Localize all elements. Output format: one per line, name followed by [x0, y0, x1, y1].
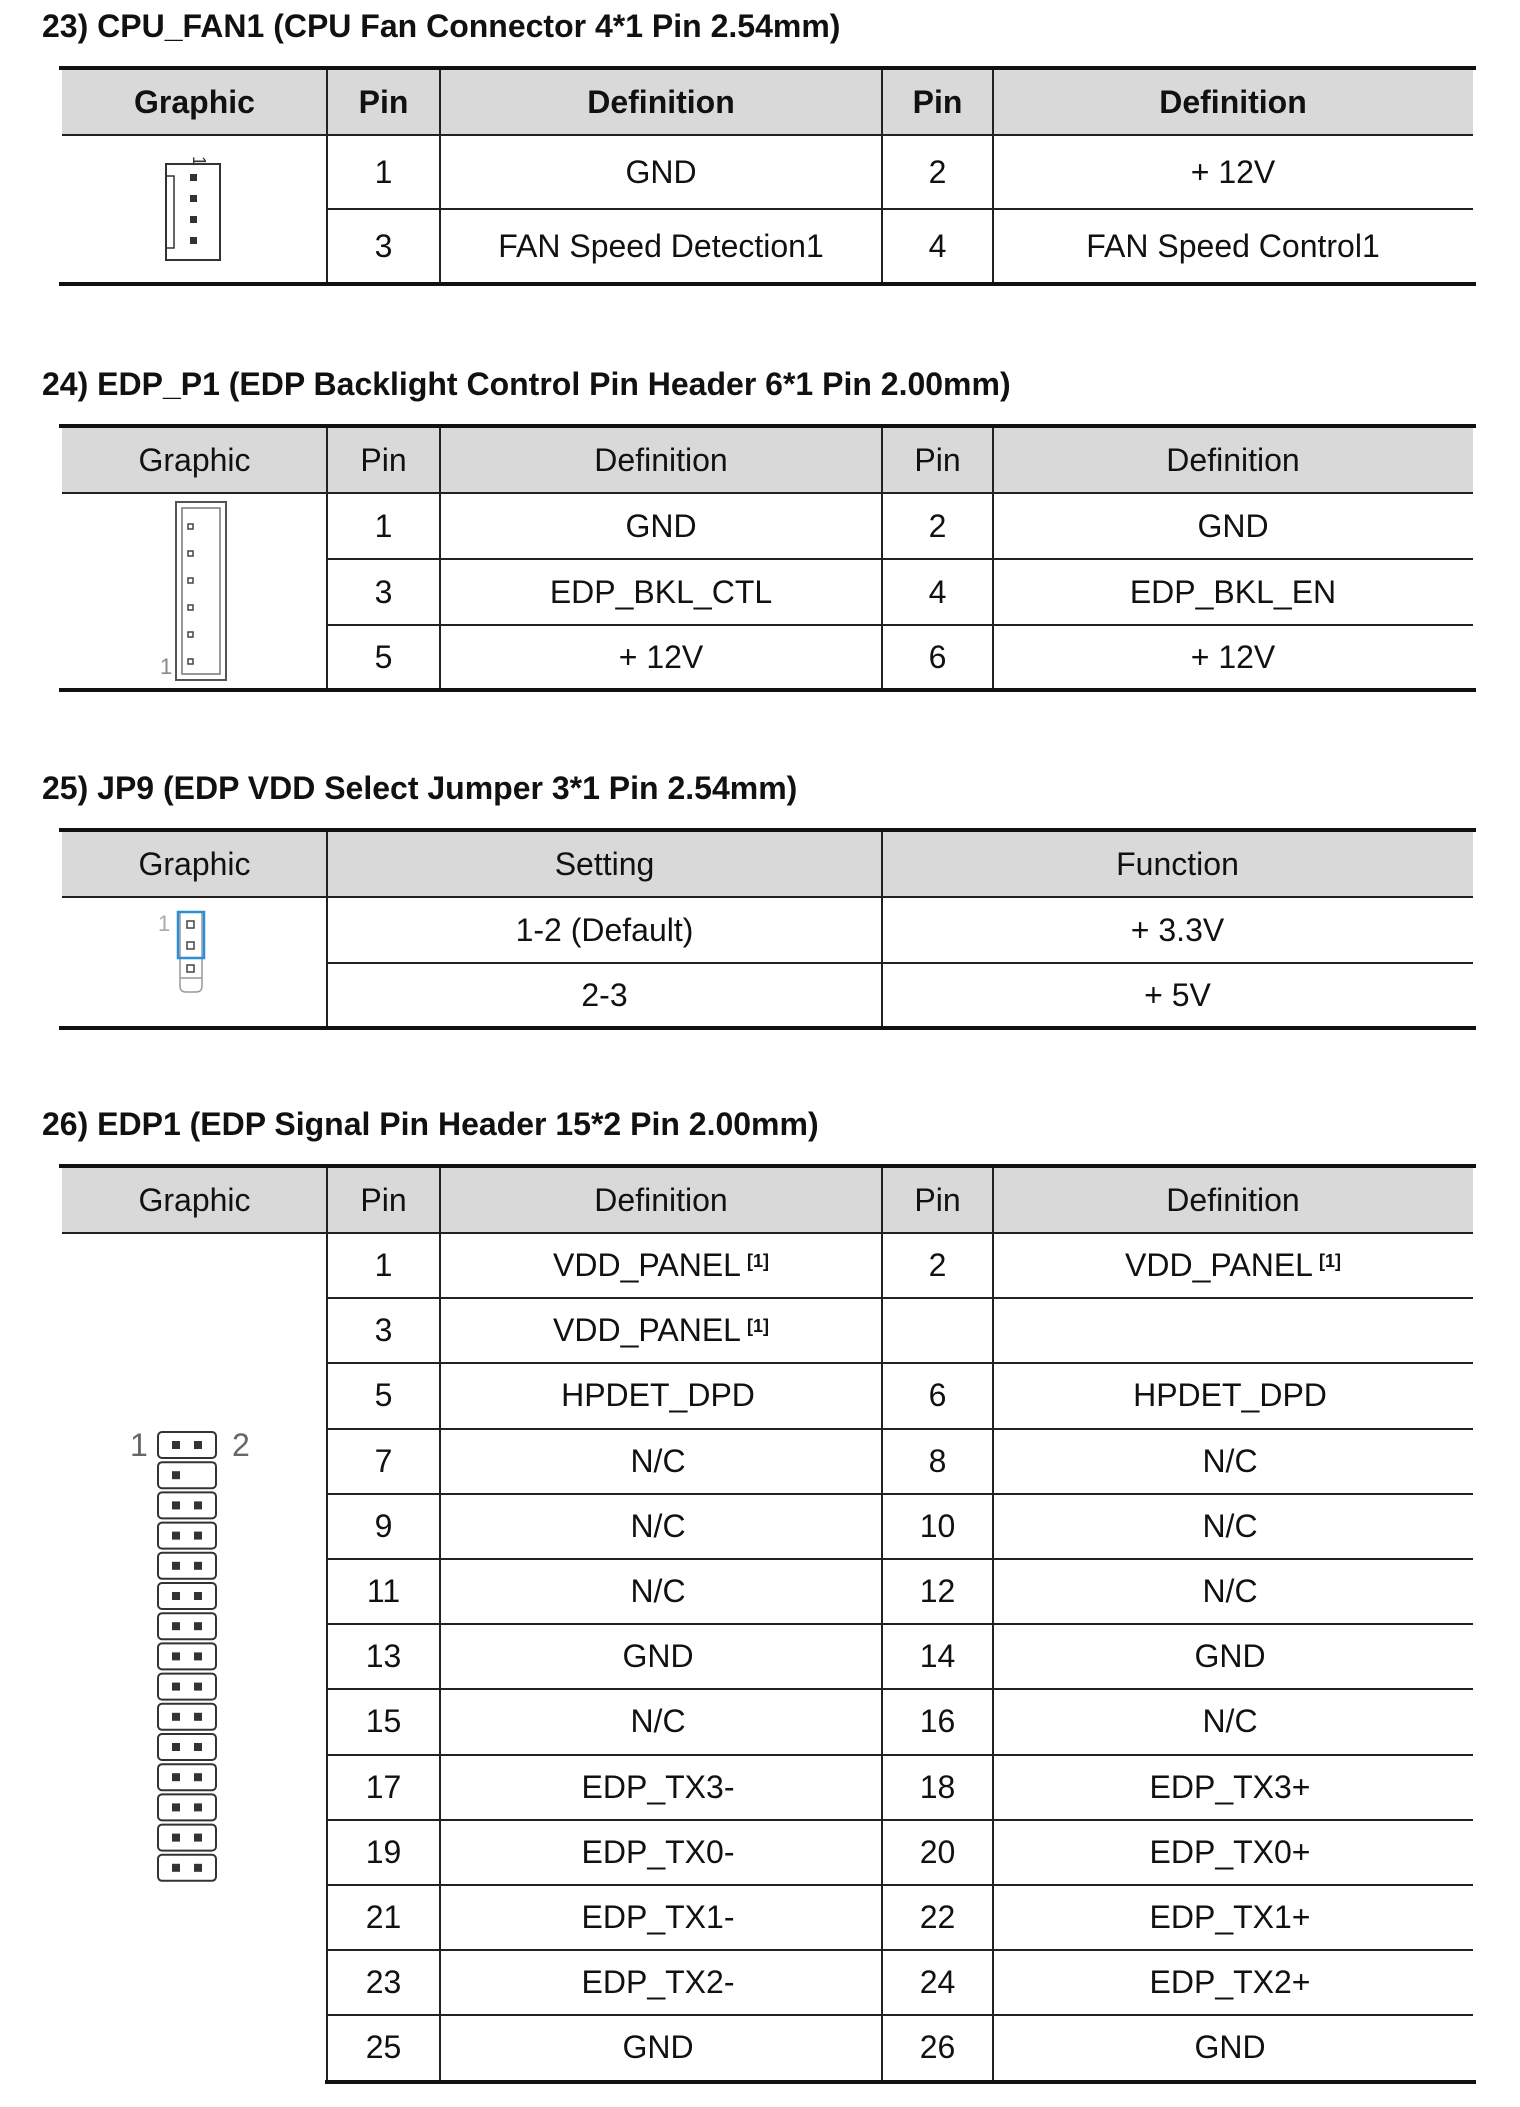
- pin-definition: EDP_BKL_CTL: [549, 573, 773, 610]
- pin-contact: [194, 1713, 202, 1721]
- table-edp-p1: [62, 426, 1473, 692]
- pin-definition: + 12V: [1190, 638, 1276, 675]
- pin-definition: + 12V: [1190, 153, 1276, 190]
- pin-definition: GND: [625, 153, 697, 190]
- pin-number-text: 5: [374, 1377, 393, 1414]
- column-divider: [881, 70, 883, 284]
- pin-definition-text: N/C: [1202, 1573, 1258, 1610]
- pin-definition-text: N/C: [630, 1442, 686, 1479]
- pin-definition-text: N/C: [1202, 1442, 1258, 1479]
- column-divider: [439, 428, 441, 688]
- pin-contact: [172, 1743, 180, 1751]
- pin-definition-text: VDD_PANEL: [1125, 1247, 1313, 1284]
- column-divider: [881, 428, 883, 688]
- pin-number-text: 11: [366, 1573, 401, 1610]
- header-setting: Setting: [554, 845, 655, 882]
- pin-definition: [440, 1756, 882, 1819]
- pin-pair-housing: [158, 1825, 216, 1851]
- pin-number-text: 2: [928, 1247, 947, 1284]
- pin-pair-housing: [158, 1492, 216, 1518]
- footnote-marker: [1]: [746, 1316, 769, 1337]
- pin-number: [327, 1821, 440, 1884]
- pin-contact: [194, 1834, 202, 1842]
- pin-number: [327, 1756, 440, 1819]
- pin-pair-housing: [158, 1553, 216, 1579]
- header-definition: Definition: [1159, 83, 1307, 120]
- pin-contact: [194, 1652, 202, 1660]
- pin-number: [882, 1951, 993, 2014]
- footnote-marker: [1]: [1318, 1251, 1341, 1272]
- pin-number-text: 17: [365, 1768, 402, 1805]
- pin-number-text: 22: [919, 1899, 956, 1936]
- connector-6x1-graphic: [62, 494, 327, 688]
- pin-definition-text: EDP_TX1+: [1149, 1899, 1311, 1936]
- pin-number-text: 16: [919, 1703, 956, 1740]
- pin-number-text: 8: [928, 1442, 947, 1479]
- pin-definition: [440, 1886, 882, 1949]
- pin1-label: 1: [130, 1427, 148, 1463]
- pin-contact: [194, 1622, 202, 1630]
- pin-number-text: 6: [928, 1377, 947, 1414]
- pin1-label: 1: [160, 654, 173, 679]
- pin-definition: GND: [625, 507, 697, 544]
- jumper-function: + 5V: [1144, 976, 1211, 1013]
- jumper-setting: 2-3: [581, 976, 628, 1013]
- section-title-edp-p1: 24) EDP_P1 (EDP Backlight Control Pin Header 6*1 Pin 2.00mm): [42, 366, 1011, 402]
- jumper-function: + 3.3V: [1130, 911, 1225, 948]
- column-divider: [881, 1168, 883, 2080]
- pin-definition: [440, 2016, 882, 2079]
- pin-number-text: 26: [919, 2029, 956, 2066]
- table-header-row: [62, 832, 1473, 896]
- pin-contact: [172, 1713, 180, 1721]
- pin-pair-housing: [158, 1704, 216, 1730]
- pin-number: [882, 1625, 993, 1688]
- table-edp1: [62, 1166, 1473, 2082]
- pin-number: [882, 1886, 993, 1949]
- pin-contact: [172, 1652, 180, 1660]
- header-graphic: Graphic: [138, 1181, 251, 1218]
- header-definition: Definition: [594, 441, 728, 478]
- pin-definition: [993, 2016, 1473, 2079]
- pin-number-text: 25: [365, 2029, 402, 2066]
- pin-pair-housing: [158, 1734, 216, 1760]
- pin-definition: [440, 1495, 882, 1558]
- header-pin: Pin: [914, 1181, 961, 1218]
- pin-definition: [993, 1821, 1473, 1884]
- header-function: Function: [1116, 845, 1239, 882]
- pin-definition: [993, 1886, 1473, 1949]
- pin-number: [327, 2016, 440, 2079]
- table-bottom-rule: [325, 2080, 1476, 2084]
- pin-number-text: 3: [374, 1312, 393, 1349]
- pin-number: [327, 1690, 440, 1753]
- column-divider: [439, 1168, 441, 1232]
- pin-number-text: 23: [365, 1964, 402, 2001]
- pin-definition: [440, 1234, 882, 1297]
- pin-number: 3: [374, 227, 393, 264]
- header-pin: Pin: [912, 83, 963, 120]
- pin-definition: [440, 1690, 882, 1753]
- pin-definition-text: HPDET_DPD: [561, 1377, 755, 1414]
- pin-number: [882, 1821, 993, 1884]
- pin-definition: EDP_BKL_EN: [1129, 573, 1337, 610]
- header-definition: Definition: [587, 83, 735, 120]
- pin-definition: [993, 1560, 1473, 1623]
- column-divider: [992, 428, 994, 688]
- jumper-setting: 1-2 (Default): [515, 911, 694, 948]
- pin-contact: [194, 1501, 202, 1509]
- pin-number-text: 7: [374, 1442, 393, 1479]
- pin-contact: [172, 1622, 180, 1630]
- pin-number: 5: [374, 638, 393, 675]
- pin-definition: [440, 1560, 882, 1623]
- pin-definition-text: EDP_TX0+: [1149, 1833, 1311, 1870]
- pin-definition: [993, 1495, 1473, 1558]
- table-header-row: [62, 428, 1473, 492]
- column-divider: [439, 1232, 441, 2080]
- pin-number: [882, 1364, 993, 1427]
- header-pin: Pin: [914, 441, 961, 478]
- pin-number: [327, 1951, 440, 2014]
- pin-number-text: 13: [365, 1638, 402, 1675]
- pin-definition-text: EDP_TX3-: [581, 1768, 735, 1805]
- pin-definition-text: N/C: [630, 1703, 686, 1740]
- pin-pair-housing: [158, 1583, 216, 1609]
- pin-definition-text: EDP_TX2-: [581, 1964, 735, 2001]
- pin-number-text: 24: [919, 1964, 956, 2001]
- pin-definition: [440, 1364, 882, 1427]
- pin-contact: [172, 1532, 180, 1540]
- pin-definition-text: GND: [1194, 1638, 1266, 1675]
- pin-definition: [993, 1299, 1473, 1362]
- pin-contact: [194, 1441, 202, 1449]
- pin-definition-text: N/C: [1202, 1703, 1258, 1740]
- pin-definition: + 12V: [618, 638, 704, 675]
- pin-number: [327, 1560, 440, 1623]
- pin-number-text: 10: [919, 1507, 956, 1544]
- pin-definition-text: EDP_TX1-: [581, 1899, 735, 1936]
- pin-definition: [993, 1625, 1473, 1688]
- pin-pair-housing: [158, 1855, 216, 1881]
- pin-number: [327, 1625, 440, 1688]
- pin-contact: [194, 1592, 202, 1600]
- pin-contact: [172, 1683, 180, 1691]
- pin-pair-housing: [158, 1794, 216, 1820]
- header-pin: Pin: [360, 1181, 407, 1218]
- pin-number-text: 19: [365, 1833, 402, 1870]
- pin-contact: [172, 1864, 180, 1872]
- pin-number: 6: [928, 638, 947, 675]
- pin-contact: [172, 1592, 180, 1600]
- pin-definition: [993, 1951, 1473, 2014]
- pin-contact: [194, 1803, 202, 1811]
- pin-number: 1: [374, 507, 393, 544]
- pin-pair-housing: [158, 1613, 216, 1639]
- pin-definition: [993, 1364, 1473, 1427]
- pin1-label: 1: [158, 911, 171, 936]
- pin-number: 4: [928, 227, 947, 264]
- pin-contact: [172, 1773, 180, 1781]
- pin-definition-text: EDP_TX2+: [1149, 1964, 1311, 2001]
- pin-number-text: 14: [919, 1638, 956, 1675]
- pin-definition: [993, 1430, 1473, 1493]
- pin-number-text: 21: [365, 1899, 402, 1936]
- pin-number-text: 9: [374, 1507, 393, 1544]
- pin-number: [882, 1234, 993, 1297]
- pin-pair-housing: [158, 1523, 216, 1549]
- pin-number: [327, 1886, 440, 1949]
- pin-pair-housing: [158, 1432, 216, 1458]
- pin-number: [327, 1364, 440, 1427]
- pin-definition-text: VDD_PANEL: [553, 1247, 741, 1284]
- pin-definition-text: HPDET_DPD: [1133, 1377, 1327, 1414]
- pin-contact: [194, 1773, 202, 1781]
- pin-definition: FAN Speed Detection1: [498, 227, 824, 264]
- pin-definition: [440, 1625, 882, 1688]
- pin-number: [882, 1495, 993, 1558]
- pin-definition-text: N/C: [630, 1573, 686, 1610]
- header-15x2-graphic: [62, 1234, 327, 2080]
- pin-definition: [440, 1299, 882, 1362]
- pin-definition-text: GND: [1194, 2029, 1266, 2066]
- pin-definition: [993, 1756, 1473, 1819]
- header-graphic: Graphic: [138, 441, 251, 478]
- table-bottom-rule: [59, 282, 1476, 286]
- pin-number: 2: [928, 153, 947, 190]
- pin-pair-housing: [158, 1462, 216, 1488]
- pin-number-text: 12: [919, 1573, 956, 1610]
- pin-number: [327, 1234, 440, 1297]
- pin-definition: [993, 1234, 1473, 1297]
- pin-definition-text: GND: [622, 2029, 694, 2066]
- pin-definition-text: EDP_TX0-: [581, 1833, 735, 1870]
- pin-definition-text: EDP_TX3+: [1149, 1768, 1311, 1805]
- pin-number: [327, 1495, 440, 1558]
- pin-contact: [194, 1532, 202, 1540]
- connector-4x1-graphic: [62, 136, 327, 282]
- pin-number-text: 15: [365, 1703, 402, 1740]
- pin2-label: 2: [232, 1427, 250, 1463]
- pin-number-text: 18: [919, 1768, 956, 1805]
- table-bottom-rule: [59, 688, 1476, 692]
- pin-definition-text: N/C: [630, 1507, 686, 1544]
- pin-definition-text: VDD_PANEL: [553, 1312, 741, 1349]
- pin-definition: GND: [1197, 507, 1269, 544]
- pin-number-text: 20: [919, 1833, 956, 1870]
- section-title-edp1: 26) EDP1 (EDP Signal Pin Header 15*2 Pin 2.00mm): [42, 1106, 819, 1142]
- pin-number: [882, 1690, 993, 1753]
- pin-number: [882, 2016, 993, 2079]
- column-divider: [992, 70, 994, 284]
- pin-contact: [172, 1501, 180, 1509]
- pin-definition: [440, 1821, 882, 1884]
- pin-number: [882, 1430, 993, 1493]
- jumper-3x1-graphic: [62, 898, 327, 1026]
- pin-definition: [440, 1951, 882, 2014]
- footnote-marker: [1]: [746, 1251, 769, 1272]
- pin-contact: [172, 1441, 180, 1449]
- pin-number: 4: [928, 573, 947, 610]
- pin-number: 2: [928, 507, 947, 544]
- pin-definition: FAN Speed Control1: [1086, 227, 1380, 264]
- pin-contact: [194, 1743, 202, 1751]
- pin-contact: [172, 1562, 180, 1570]
- pin-number: [882, 1299, 993, 1362]
- header-definition: Definition: [1166, 441, 1300, 478]
- pin-definition-text: GND: [622, 1638, 694, 1675]
- pin-number: 1: [374, 153, 393, 190]
- pin-contact: [172, 1803, 180, 1811]
- header-definition: Definition: [1166, 1181, 1300, 1218]
- pin-definition-text: N/C: [1202, 1507, 1258, 1544]
- pin-number: [327, 1299, 440, 1362]
- header-pin: Pin: [358, 83, 409, 120]
- pin-definition: [440, 1430, 882, 1493]
- pin-number: 3: [374, 573, 393, 610]
- pin-number: [882, 1756, 993, 1819]
- pin-number: [882, 1560, 993, 1623]
- header-graphic: Graphic: [134, 83, 255, 120]
- pin-contact: [194, 1864, 202, 1872]
- pin-number-text: 1: [374, 1247, 393, 1284]
- pin-contact: [172, 1834, 180, 1842]
- table-jp9: [62, 830, 1473, 1030]
- header-definition: Definition: [594, 1181, 728, 1218]
- table-header-row: [62, 1168, 1473, 1232]
- table-header-row: [62, 70, 1473, 134]
- pin-definition: [993, 1690, 1473, 1753]
- column-divider: [881, 832, 883, 1026]
- table-cpu-fan1: [62, 68, 1473, 286]
- pin-contact: [194, 1562, 202, 1570]
- pin-pair-housing: [158, 1674, 216, 1700]
- pin-number: [327, 1430, 440, 1493]
- pin-pair-housing: [158, 1764, 216, 1790]
- column-divider: [439, 70, 441, 284]
- pin-pair-housing: [158, 1643, 216, 1669]
- section-title-cpu-fan1: 23) CPU_FAN1 (CPU Fan Connector 4*1 Pin 2.54mm): [42, 8, 841, 44]
- table-bottom-rule: [59, 1026, 1476, 1030]
- pin-contact: [194, 1683, 202, 1691]
- section-title-jp9: 25) JP9 (EDP VDD Select Jumper 3*1 Pin 2.54mm): [42, 770, 798, 806]
- header-pin: Pin: [360, 441, 407, 478]
- header-graphic: Graphic: [138, 845, 251, 882]
- pin1-label: 1: [189, 156, 209, 167]
- column-divider: [992, 1168, 994, 2080]
- pin-contact: [172, 1471, 180, 1479]
